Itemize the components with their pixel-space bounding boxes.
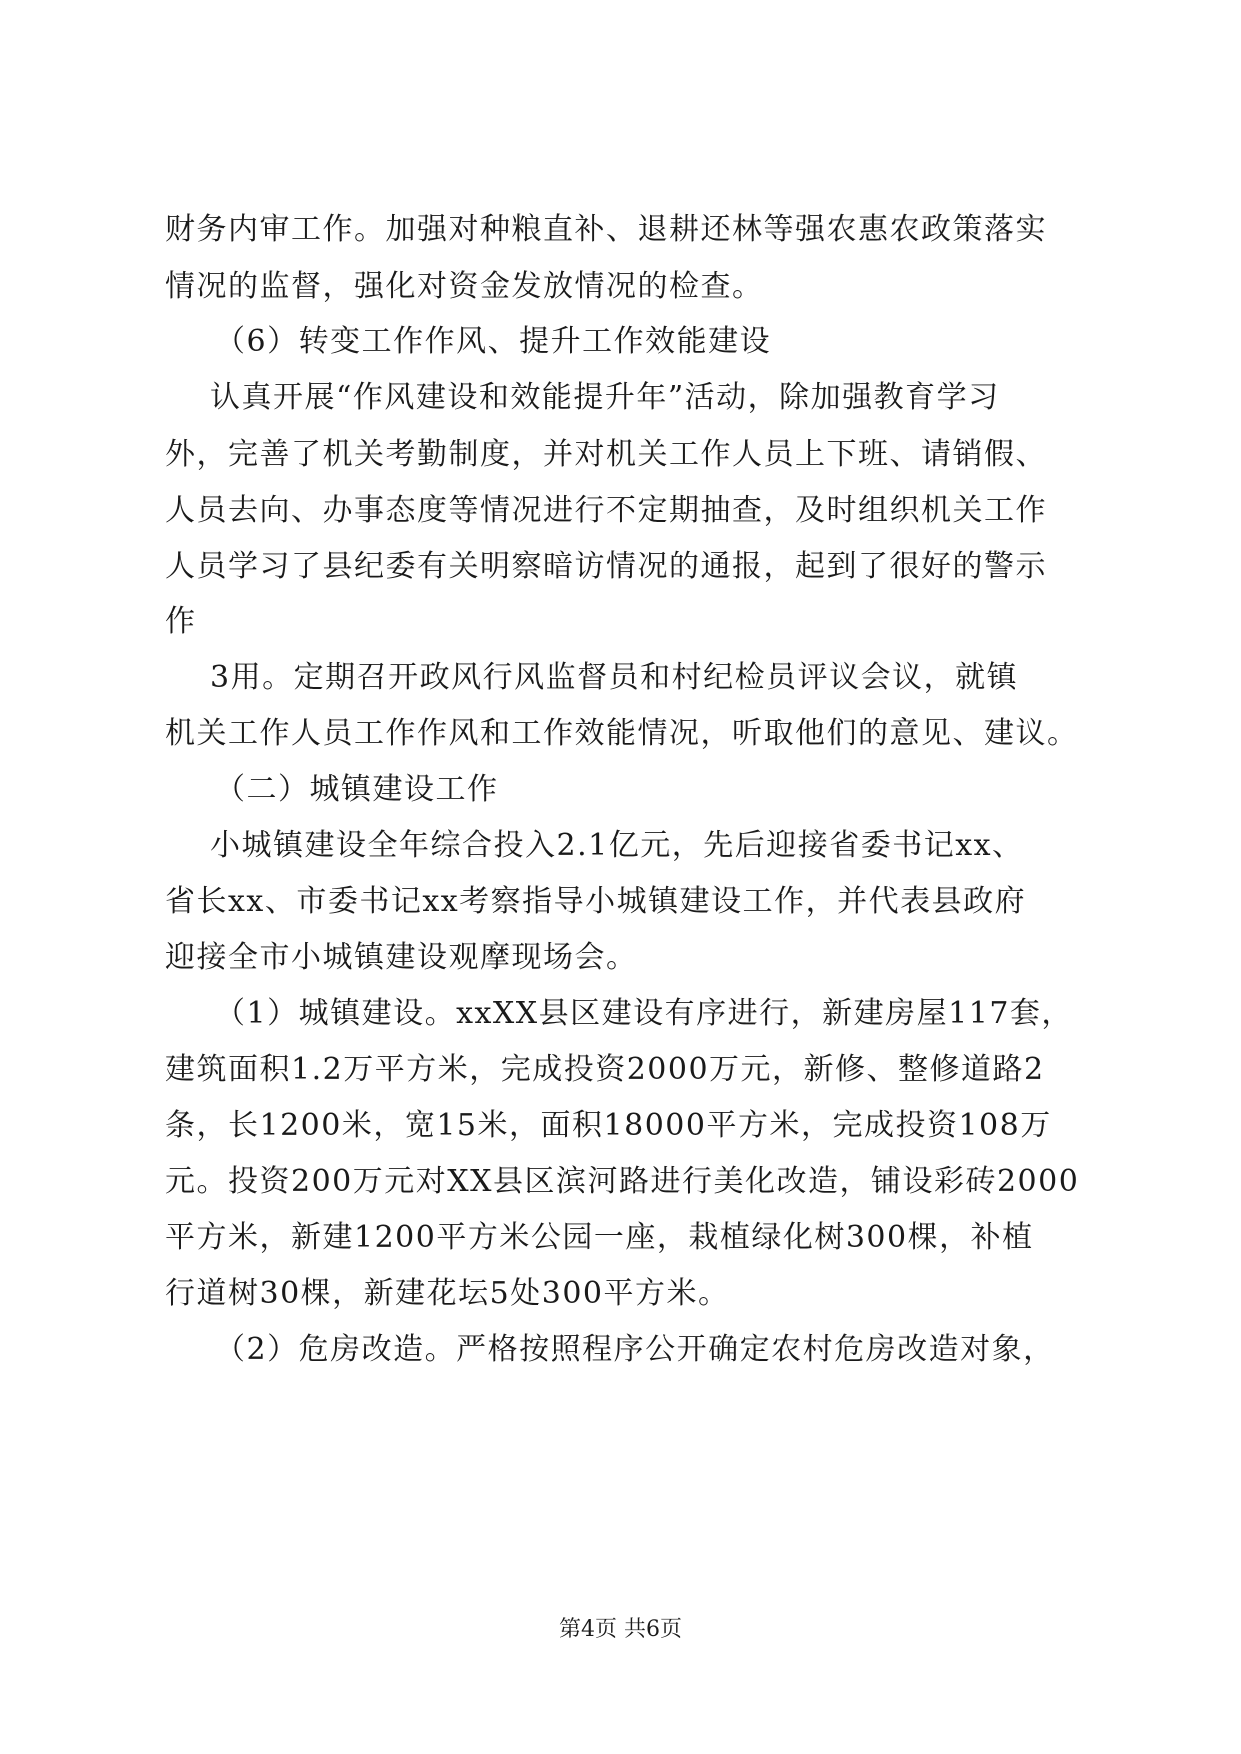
text-line: 小城镇建设全年综合投入2.1亿元，先后迎接省委书记xx、: [210, 828, 1024, 863]
text-line: 省长xx、市委书记xx考察指导小城镇建设工作，并代表县政府: [165, 884, 1027, 919]
text-line: （1）城镇建设。xxXX县区建设有序进行，新建房屋117套，: [215, 996, 1073, 1031]
text-line: 迎接全市小城镇建设观摩现场会。: [165, 940, 638, 975]
text-line: 元。投资200万元对XX县区滨河路进行美化改造，铺设彩砖2000: [165, 1164, 1080, 1199]
text-line: 平方米，新建1200平方米公园一座，栽植绿化树300棵，补植: [165, 1220, 1034, 1255]
text-line: 外，完善了机关考勤制度，并对机关工作人员上下班、请销假、: [165, 437, 1047, 472]
page-footer: 第4页 共6页: [559, 1617, 682, 1642]
section-heading: （二）城镇建设工作: [215, 772, 499, 807]
text-line: 认真开展“作风建设和效能提升年”活动，除加强教育学习: [210, 380, 1000, 415]
text-line: 3用。定期召开政风行风监督员和村纪检员评议会议，就镇: [210, 660, 1019, 695]
text-line: （2）危房改造。严格按照程序公开确定农村危房改造对象，: [215, 1332, 1055, 1367]
text-line: 财务内审工作。加强对种粮直补、退耕还林等强农惠农政策落实: [165, 212, 1047, 247]
text-line: 建筑面积1.2万平方米，完成投资2000万元，新修、整修道路2: [165, 1052, 1045, 1087]
text-line: 人员去向、办事态度等情况进行不定期抽查，及时组织机关工作: [165, 493, 1047, 528]
text-line: 机关工作人员工作作风和工作效能情况，听取他们的意见、建议。: [165, 716, 1079, 751]
section-heading: （6）转变工作作风、提升工作效能建设: [215, 324, 772, 359]
text-line: 作: [165, 604, 197, 639]
text-line: 人员学习了县纪委有关明察暗访情况的通报，起到了很好的警示: [165, 549, 1047, 584]
text-line: 情况的监督，强化对资金发放情况的检查。: [165, 269, 764, 304]
text-line: 行道树30棵，新建花坛5处300平方米。: [165, 1276, 730, 1311]
text-line: 条，长1200米，宽15米，面积18000平方米，完成投资108万: [165, 1108, 1052, 1143]
